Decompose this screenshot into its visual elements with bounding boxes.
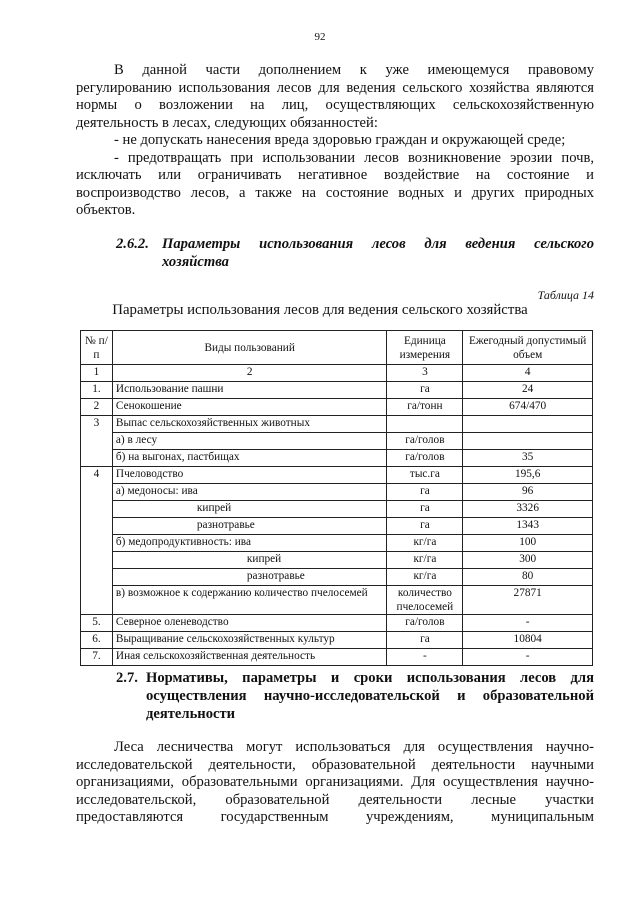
table-header-row (81, 331, 593, 365)
table-cell (463, 416, 593, 433)
table-row (81, 416, 593, 433)
table-cell: 3 (81, 416, 113, 467)
table-row (81, 518, 593, 535)
table-cell: разнотравье (112, 518, 387, 535)
table-cell: Выпас сельскохозяйственных животных (112, 416, 387, 433)
table-cell: га/голов (387, 433, 463, 450)
table-row (81, 399, 593, 416)
text-line: предоставляются государственным учреждениям, муниципальным (76, 809, 594, 825)
table-cell: Сенокошение (112, 399, 387, 416)
bullet-item: - не допускать нанесения вреда здоровью граждан и окружающей среде; (114, 132, 566, 148)
table-cell: 1. (81, 382, 113, 399)
table-cell: 674/470 (463, 399, 593, 416)
table-cell: - (387, 649, 463, 666)
table-row (81, 467, 593, 484)
table-row (81, 535, 593, 552)
table-cell: 300 (463, 552, 593, 569)
section-title-line: Параметры использования лесов для ведения сельского (162, 236, 594, 252)
table-cell: в) возможное к содержанию количество пчелосемей (112, 586, 387, 615)
table-cell: га (387, 484, 463, 501)
intro-paragraph (76, 62, 594, 220)
outro-paragraph (76, 739, 594, 827)
table-cell: га (387, 501, 463, 518)
table-cell: тыс.га (387, 467, 463, 484)
table-cell: кг/га (387, 535, 463, 552)
section-title: Нормативы, параметры и сроки использования лесов для осуществления научно-исследовательской и образовательной деятельности (146, 670, 594, 722)
table-caption: Таблица 14 (537, 288, 594, 302)
table-row (81, 552, 593, 569)
table-cell: 6. (81, 632, 113, 649)
table-cell: а) медоносы: ива (112, 484, 387, 501)
table-cell: Использование пашни (112, 382, 387, 399)
table-row (81, 632, 593, 649)
table-cell: 35 (463, 450, 593, 467)
text-line: деятельность в лесах, следующих обязанностей: (76, 114, 378, 131)
table-row (81, 365, 593, 382)
page-number: 92 (314, 31, 326, 43)
section-heading-27 (116, 669, 594, 723)
text-line: объектов. (76, 202, 136, 218)
table-cell: 3326 (463, 501, 593, 518)
table-cell: 100 (463, 535, 593, 552)
table-row (81, 450, 593, 467)
table-cell: Иная сельскохозяйственная деятельность (112, 649, 387, 666)
table-cell: 4 (81, 467, 113, 615)
table-cell: кипрей (112, 552, 387, 569)
table-row (81, 615, 593, 632)
section-title-line: хозяйства (162, 254, 229, 270)
table-cell: кг/га (387, 569, 463, 586)
table-cell: га (387, 382, 463, 399)
table-cell: га/голов (387, 615, 463, 632)
header-cell: Единица измерения (387, 331, 463, 365)
table-cell: 4 (463, 365, 593, 382)
table-row (81, 501, 593, 518)
section-heading-262 (116, 235, 594, 271)
table-cell: 2 (112, 365, 387, 382)
table-cell: а) в лесу (112, 433, 387, 450)
text-line: исследовательской деятельности, образовательной деятельности научными (76, 756, 594, 773)
table-cell: 7. (81, 649, 113, 666)
table-cell: - (463, 615, 593, 632)
table-cell: га/голов (387, 450, 463, 467)
parameters-table (80, 330, 593, 666)
text-line: исключать или ограничивать негативное воздействие на состояние и (76, 167, 594, 183)
table-row (81, 484, 593, 501)
table-cell: 80 (463, 569, 593, 586)
text-line: В данной части дополнением к уже имеющемуся правовому (114, 62, 594, 78)
header-cell: Виды пользований (112, 331, 387, 365)
table-cell: га (387, 518, 463, 535)
table-cell: 96 (463, 484, 593, 501)
table-title: Параметры использования лесов для ведения сельского хозяйства (112, 302, 528, 318)
table-cell: Выращивание сельскохозяйственных культур (112, 632, 387, 649)
table-cell: Пчеловодство (112, 467, 387, 484)
text-line: регулированию использования лесов для ведения сельского хозяйства являются (76, 79, 594, 96)
header-cell: Ежегодный допустимый объем (463, 331, 593, 365)
text-line: Леса лесничества могут использоваться для осуществления научно- (114, 739, 594, 755)
text-line: исследовательской, образовательной деятельности лесные участки (76, 791, 594, 808)
table-row (81, 569, 593, 586)
table-cell: б) на выгонах, пастбищах (112, 450, 387, 467)
table-cell: 195,6 (463, 467, 593, 484)
table-row (81, 649, 593, 666)
table-row (81, 382, 593, 399)
table-cell: Северное оленеводство (112, 615, 387, 632)
table-row (81, 586, 593, 615)
table-cell: 10804 (463, 632, 593, 649)
table-cell: - (463, 649, 593, 666)
header-cell: № п/п (81, 331, 113, 365)
table-cell: 2 (81, 399, 113, 416)
table-cell: 1343 (463, 518, 593, 535)
table-cell: кипрей (112, 501, 387, 518)
text-line: нормы о возложении на лиц, осуществляющих сельскохозяйственную (76, 97, 594, 113)
section-number: 2.6.2. (116, 236, 149, 252)
table-cell: разнотравье (112, 569, 387, 586)
table-cell: 27871 (463, 586, 593, 615)
table-cell (387, 416, 463, 433)
table-cell: количество пчелосемей (387, 586, 463, 615)
table-cell: б) медопродуктивность: ива (112, 535, 387, 552)
table-cell: кг/га (387, 552, 463, 569)
table-cell: 3 (387, 365, 463, 382)
table-cell: 5. (81, 615, 113, 632)
table-cell: га (387, 632, 463, 649)
text-line: организациями, образовательными организациями. Для осуществления научно- (76, 774, 594, 790)
table-cell: 1 (81, 365, 113, 382)
table-cell (463, 433, 593, 450)
table-cell: 24 (463, 382, 593, 399)
table-cell: га/тонн (387, 399, 463, 416)
text-line: воспроизводство лесов, а также на состояние водных и других природных (76, 184, 594, 201)
section-number: 2.7. (116, 670, 138, 686)
table-row (81, 433, 593, 450)
text-line: - предотвращать при использовании лесов возникновение эрозии почв, (114, 149, 594, 166)
